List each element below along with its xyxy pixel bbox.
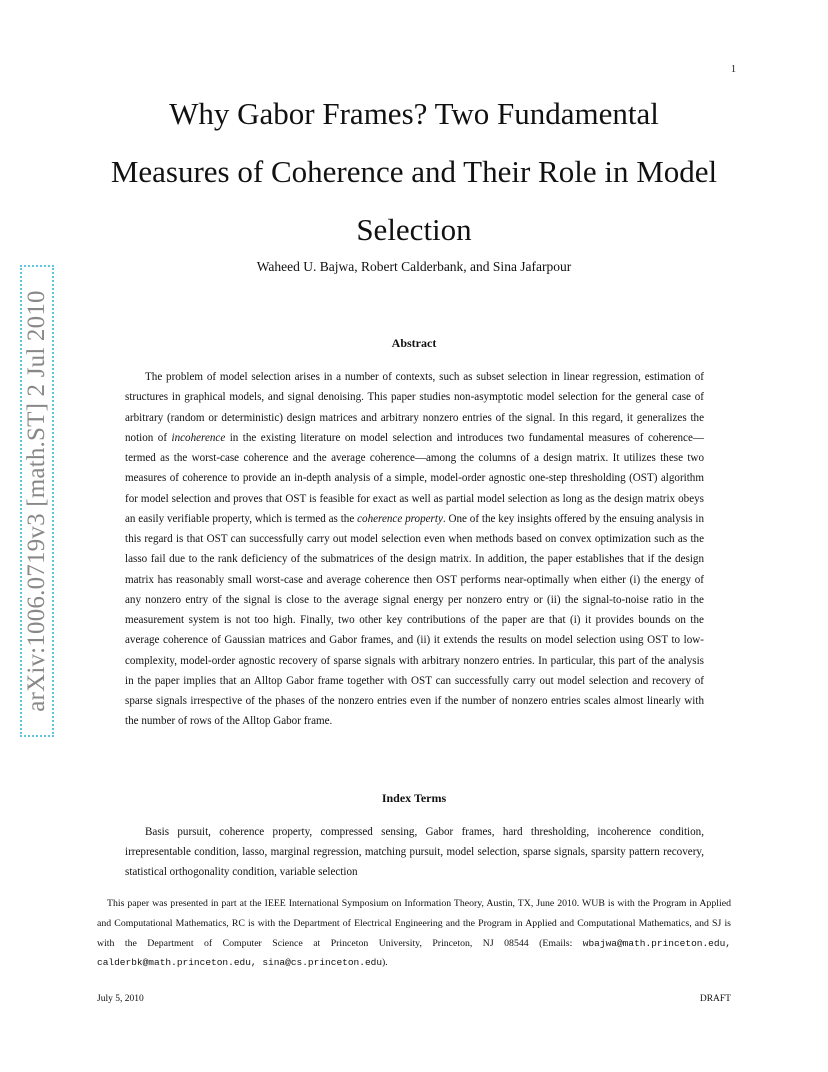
footnote [97, 894, 731, 973]
abstract-emphasis-coherence-property: coherence property [357, 512, 443, 525]
footnote-end: ). [382, 957, 388, 969]
abstract-text-part-2: in the existing literature on model selection and introduces two fundamental measures of coherence—termed as the worst-case coherence and the average coherence—among the columns of a design matrix. It utilizes these two measures of coherence to provide an in-depth analysis of a simple, model-order agnostic one-step thresholding (OST) algorithm for model selection and proves that OST is feasible for exact as well as partial model selection as long as the design matrix obeys an easily verifiable property, which is termed as the [125, 431, 704, 525]
abstract-body [125, 367, 704, 732]
index-terms-heading: Index Terms [381, 791, 447, 805]
abstract-text-part-3: . One of the key insights offered by the ensuing analysis in this regard is that OST can successfully carry out model selection even when methods based on convex optimization such as the lasso fail due to the rank deficiency of the submatrices of the design matrix. In addition, the paper establishes that if the design matrix has reasonably small worst-case and average coherence then OST performs near-optimally when either (i) the energy of any nonzero entry of the signal is close to the average signal energy per nonzero entry or (ii) the signal-to-noise ratio in the measurement system is not too high. Finally, two other key contributions of the paper are that (i) it provides bounds on the average coherence of Gaussian matrices and Gabor frames, and (ii) it extends the results on model selection using OST to low-complexity, model-order agnostic recovery of sparse signals with arbitrary nonzero entries. In particular, this part of the analysis in the paper implies that an Alltop Gabor frame together with OST can successfully carry out model selection and recovery of sparse signals irrespective of the phases of the nonzero entries even if the number of nonzero entries scales almost linearly with the number of rows of the Alltop Gabor frame. [125, 512, 704, 728]
footer-draft-label: DRAFT [699, 994, 731, 1004]
footer-date: July 5, 2010 [97, 994, 144, 1004]
index-terms-body: Basis pursuit, coherence property, compressed sensing, Gabor frames, hard thresholding, incoherence condition, irrepresentable condition, lasso, marginal regression, matching pursuit, model selection, sparse signals, sparsity pattern recovery, statistical orthogonality condition, variable selection [125, 826, 704, 878]
paper-authors: Waheed U. Bajwa, Robert Calderbank, and Sina Jafarpour [256, 259, 572, 274]
footnote-emails: wbajwa@math.princeton.edu, calderbk@math.princeton.edu, sina@cs.princeton.edu [97, 937, 731, 969]
arxiv-stamp-text: arXiv:1006.0719v3 [math.ST] 2 Jul 2010 [23, 290, 50, 712]
abstract-emphasis-incoherence: incoherence [171, 431, 226, 444]
page-number: 1 [731, 64, 736, 75]
footnote-text: This paper was presented in part at the IEEE International Symposium on Information Theory, Austin, TX, June 2010. WUB is with the Program in Applied and Computational Mathematics, RC is with the Department of Electrical Engineering and the Program in Applied and Computational Mathematics, and SJ is with the Department of Computer Science at Princeton University, Princeton, NJ 08544 (Emails: [97, 898, 731, 949]
abstract-text-part-1: The problem of model selection arises in a number of contexts, such as subset selection in linear regression, estimation of structures in graphical models, and signal denoising. This paper studies non-asymptotic model selection for the general case of arbitrary (random or deterministic) design matrices and arbitrary nonzero entries of the signal. In this regard, it generalizes the notion of [125, 371, 704, 444]
arxiv-stamp [20, 265, 54, 737]
abstract-heading: Abstract [391, 336, 437, 350]
paper-title: Why Gabor Frames? Two Fundamental Measures of Coherence and Their Role in Model Selection [110, 96, 718, 247]
